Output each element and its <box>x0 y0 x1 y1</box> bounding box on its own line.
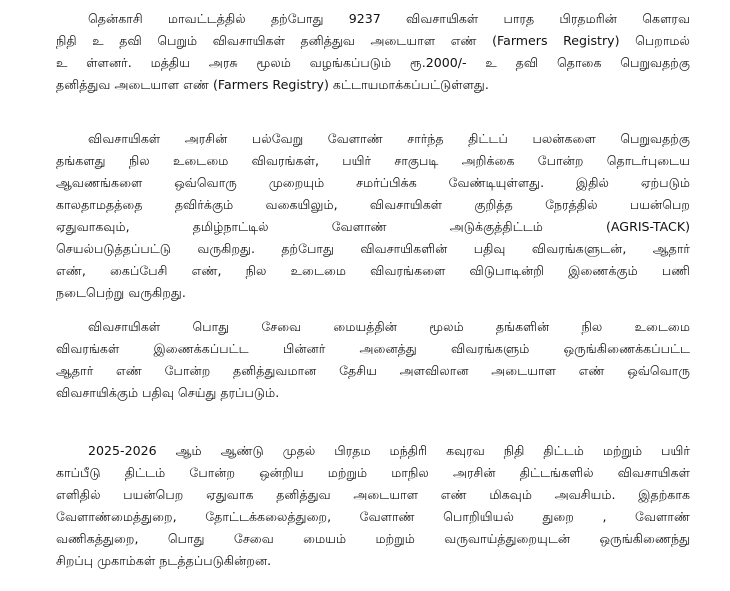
paragraph-line: விவசாயிகள் பொது சேவை மையத்தின் மூலம் தங்களின் நில உடைமை <box>88 319 690 334</box>
paragraph-line: தனித்துவ அடையாள எண் (Farmers Registry) கட்டாயமாக்கப்பட்டுள்ளது. <box>56 77 489 92</box>
paragraph-line: ஏதுவாகவும், தமிழ்நாட்டில் வேளாண் அடுக்குத்திட்டம் (AGRIS-TACK) <box>56 219 690 234</box>
paragraph-line: உ ள்ளனர். மத்திய அரசு மூலம் வழங்கப்படும் ரூ.2000/- உ தவி தொகை பெறுவதற்கு <box>56 55 690 70</box>
paragraph-service-centre <box>56 316 690 404</box>
paragraph-line: சிறப்பு முகாம்கள் நடத்தப்படுகின்றன. <box>56 553 272 568</box>
paragraph-line: எளிதில் பயன்பெற ஏதுவாக தனித்துவ அடையாள எண் மிகவும் அவசியம். இதற்காக <box>56 487 690 502</box>
paragraph-line: எண், கைப்பேசி எண், நில உடைமை விவரங்களை விடுபாடின்றி இணைக்கும் பணி <box>56 263 690 278</box>
paragraph-line: வணிகத்துறை, பொது சேவை மையம் மற்றும் வருவாய்த்துறையுடன் ஒருங்கிணைந்து <box>56 531 690 546</box>
paragraph-line: விவசாயிகள் அரசின் பல்வேறு வேளாண் சார்ந்த திட்டப் பலன்களை பெறுவதற்கு <box>88 131 690 146</box>
paragraph-line: நடைபெற்று வருகிறது. <box>56 285 186 300</box>
paragraph-line: விவரங்கள் இணைக்கப்பட்ட பின்னர் அனைத்து விவரங்களும் ஒருங்கிணைக்கப்பட்ட <box>56 341 690 356</box>
paragraph-line: தென்காசி மாவட்டத்தில் தற்போது 9237 விவசாயிகள் பாரத பிரதமரின் கௌரவ <box>88 11 690 26</box>
paragraph-line: செயல்படுத்தப்பட்டு வருகிறது. தற்போது விவசாயிகளின் பதிவு விவரங்களுடன், ஆதார் <box>56 241 690 256</box>
paragraph-line: ஆவணங்களை ஒவ்வொரு முறையும் சமர்ப்பிக்க வேண்டியுள்ளது. இதில் ஏற்படும் <box>56 175 690 190</box>
paragraph-line: விவசாயிக்கும் பதிவு செய்து தரப்படும். <box>56 385 280 400</box>
paragraph-line: தங்களது நில உடைமை விவரங்கள், பயிர் சாகுபடி அறிக்கை போன்ற தொடர்புடைய <box>56 153 690 168</box>
paragraph-line: காலதாமதத்தை தவிர்க்கும் வகையிலும், விவசாயிகள் குறித்த நேரத்தில் பயன்பெற <box>56 197 690 212</box>
paragraph-farmers-registry <box>56 8 690 96</box>
paragraph-line: வேளாண்மைத்துறை, தோட்டக்கலைத்துறை, வேளாண் பொறியியல் துறை , வேளாண் <box>56 509 690 524</box>
paragraph-special-camps <box>56 440 690 572</box>
paragraph-line: காப்பீடு திட்டம் போன்ற ஒன்றிய மற்றும் மாநில அரசின் திட்டங்களில் விவசாயிகள் <box>56 465 690 480</box>
paragraph-line: நிதி உ தவி பெறும் விவசாயிகள் தனித்துவ அடையாள எண் (Farmers Registry) பெறாமல் <box>56 33 690 48</box>
paragraph-agristack <box>56 128 690 304</box>
paragraph-line: ஆதார் எண் போன்ற தனித்துவமான தேசிய அளவிலான அடையாள எண் ஒவ்வொரு <box>56 363 690 378</box>
paragraph-line: 2025-2026 ஆம் ஆண்டு முதல் பிரதம மந்திரி கவுரவ நிதி திட்டம் மற்றும் பயிர் <box>88 443 690 458</box>
